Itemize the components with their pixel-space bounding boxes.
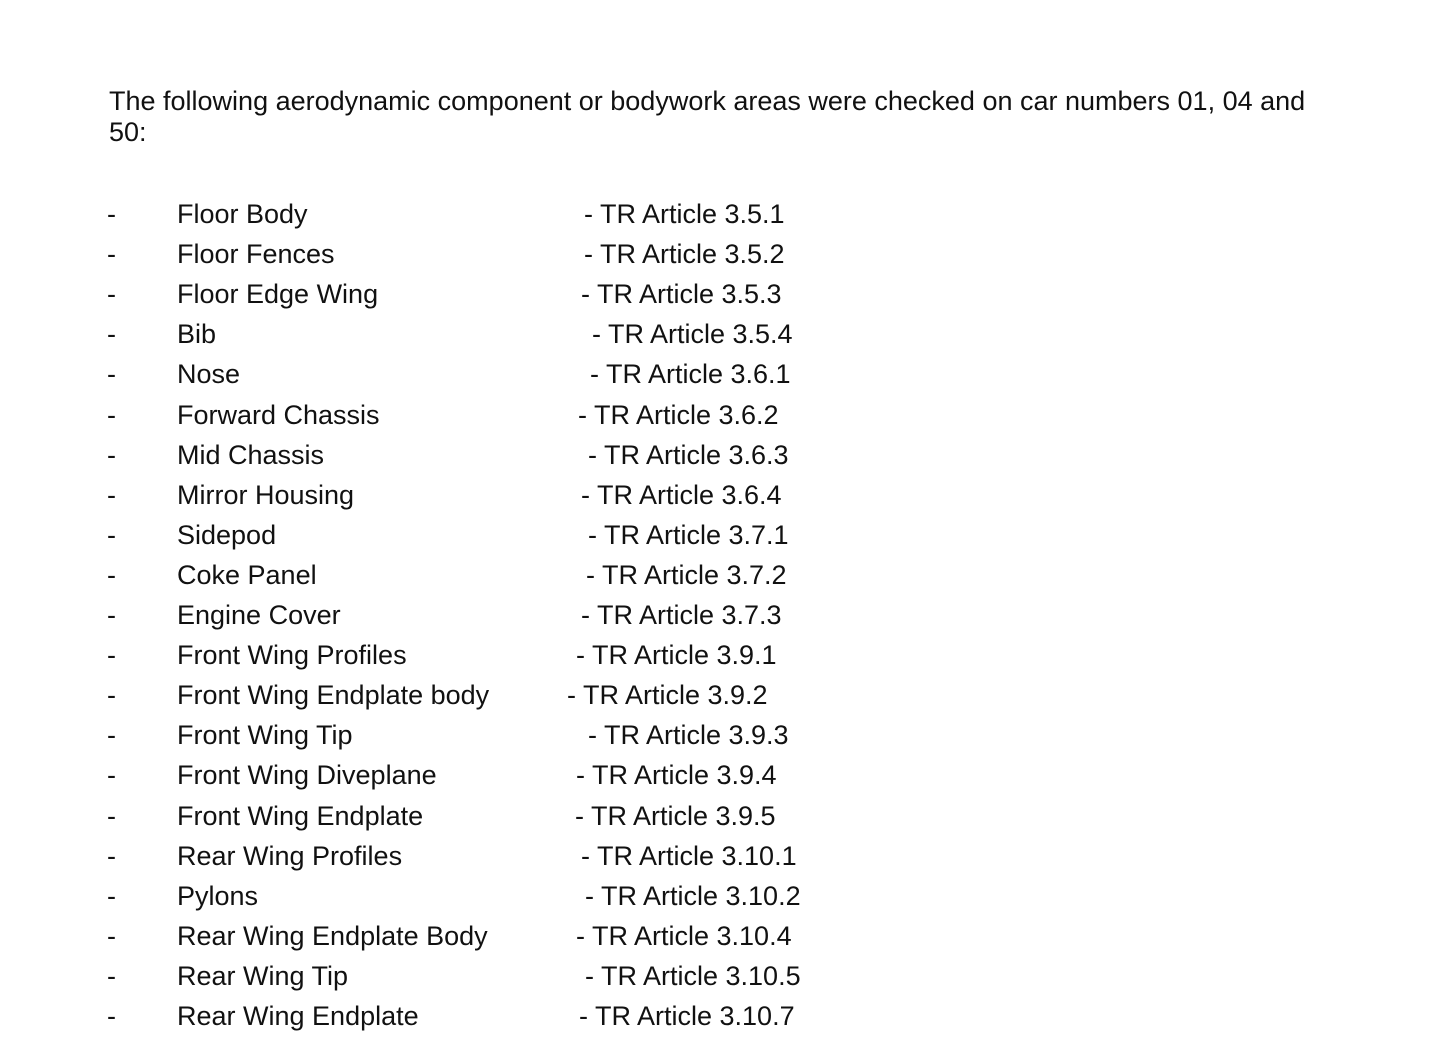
tr-article-reference: - TR Article 3.9.3 xyxy=(588,720,789,750)
component-name: Coke Panel xyxy=(177,560,317,590)
component-name: Rear Wing Profiles xyxy=(177,841,403,871)
list-bullet: - xyxy=(107,359,116,389)
tr-article-reference: - TR Article 3.10.2 xyxy=(585,881,801,911)
list-item xyxy=(0,796,1440,836)
component-name: Floor Edge Wing xyxy=(177,279,379,309)
component-name: Forward Chassis xyxy=(177,400,380,430)
list-item xyxy=(0,876,1440,916)
component-name: Pylons xyxy=(177,881,259,911)
list-item xyxy=(0,395,1440,435)
list-bullet: - xyxy=(107,1001,116,1031)
component-name: Nose xyxy=(177,359,241,389)
component-name: Sidepod xyxy=(177,520,277,550)
component-name: Bib xyxy=(177,319,217,349)
list-item xyxy=(0,515,1440,555)
list-item xyxy=(0,675,1440,715)
list-bullet: - xyxy=(107,480,116,510)
list-item xyxy=(0,234,1440,274)
tr-article-reference: - TR Article 3.10.4 xyxy=(576,921,792,951)
list-item xyxy=(0,996,1440,1036)
component-name: Floor Fences xyxy=(177,239,335,269)
tr-article-reference: - TR Article 3.7.2 xyxy=(586,560,787,590)
list-bullet: - xyxy=(107,640,116,670)
tr-article-reference: - TR Article 3.6.1 xyxy=(590,359,791,389)
list-item xyxy=(0,635,1440,675)
list-bullet: - xyxy=(107,560,116,590)
tr-article-reference: - TR Article 3.10.5 xyxy=(585,961,801,991)
list-bullet: - xyxy=(107,440,116,470)
list-bullet: - xyxy=(107,239,116,269)
component-name: Front Wing Endplate body xyxy=(177,680,490,710)
list-item xyxy=(0,595,1440,635)
component-name: Engine Cover xyxy=(177,600,341,630)
list-item xyxy=(0,956,1440,996)
component-name: Rear Wing Tip xyxy=(177,961,349,991)
list-bullet: - xyxy=(107,841,116,871)
tr-article-reference: - TR Article 3.7.3 xyxy=(581,600,782,630)
list-bullet: - xyxy=(107,319,116,349)
list-item xyxy=(0,916,1440,956)
list-bullet: - xyxy=(107,921,116,951)
list-bullet: - xyxy=(107,680,116,710)
component-name: Floor Body xyxy=(177,199,308,229)
tr-article-reference: - TR Article 3.5.4 xyxy=(592,319,793,349)
list-bullet: - xyxy=(107,279,116,309)
list-item xyxy=(0,314,1440,354)
tr-article-reference: - TR Article 3.6.4 xyxy=(581,480,782,510)
list-item xyxy=(0,475,1440,515)
component-name: Front Wing Endplate xyxy=(177,801,424,831)
component-name: Mid Chassis xyxy=(177,440,325,470)
tr-article-reference: - TR Article 3.6.2 xyxy=(578,400,779,430)
list-item xyxy=(0,435,1440,475)
list-item xyxy=(0,354,1440,394)
list-item xyxy=(0,274,1440,314)
tr-article-reference: - TR Article 3.5.3 xyxy=(581,279,782,309)
tr-article-reference: - TR Article 3.9.2 xyxy=(567,680,768,710)
component-name: Front Wing Diveplane xyxy=(177,760,437,790)
component-name: Front Wing Tip xyxy=(177,720,353,750)
component-name: Mirror Housing xyxy=(177,480,355,510)
tr-article-reference: - TR Article 3.9.4 xyxy=(576,760,777,790)
tr-article-reference: - TR Article 3.6.3 xyxy=(588,440,789,470)
component-name: Rear Wing Endplate Body xyxy=(177,921,488,951)
tr-article-reference: - TR Article 3.5.2 xyxy=(584,239,785,269)
component-name: Rear Wing Endplate xyxy=(177,1001,419,1031)
tr-article-reference: - TR Article 3.9.1 xyxy=(576,640,777,670)
tr-article-reference: - TR Article 3.7.1 xyxy=(588,520,789,550)
list-item xyxy=(0,194,1440,234)
list-bullet: - xyxy=(107,961,116,991)
intro-paragraph: The following aerodynamic component or bodywork areas were checked on car numbers 01, 04 and 50: xyxy=(109,86,1306,147)
tr-article-reference: - TR Article 3.10.7 xyxy=(579,1001,795,1031)
list-bullet: - xyxy=(107,881,116,911)
tr-article-reference: - TR Article 3.5.1 xyxy=(584,199,785,229)
tr-article-reference: - TR Article 3.9.5 xyxy=(575,801,776,831)
list-bullet: - xyxy=(107,199,116,229)
list-item xyxy=(0,836,1440,876)
list-bullet: - xyxy=(107,600,116,630)
list-bullet: - xyxy=(107,400,116,430)
list-bullet: - xyxy=(107,720,116,750)
component-name: Front Wing Profiles xyxy=(177,640,407,670)
tr-article-reference: - TR Article 3.10.1 xyxy=(581,841,797,871)
list-item xyxy=(0,715,1440,755)
list-bullet: - xyxy=(107,801,116,831)
list-bullet: - xyxy=(107,760,116,790)
list-item xyxy=(0,755,1440,795)
list-bullet: - xyxy=(107,520,116,550)
list-item xyxy=(0,555,1440,595)
